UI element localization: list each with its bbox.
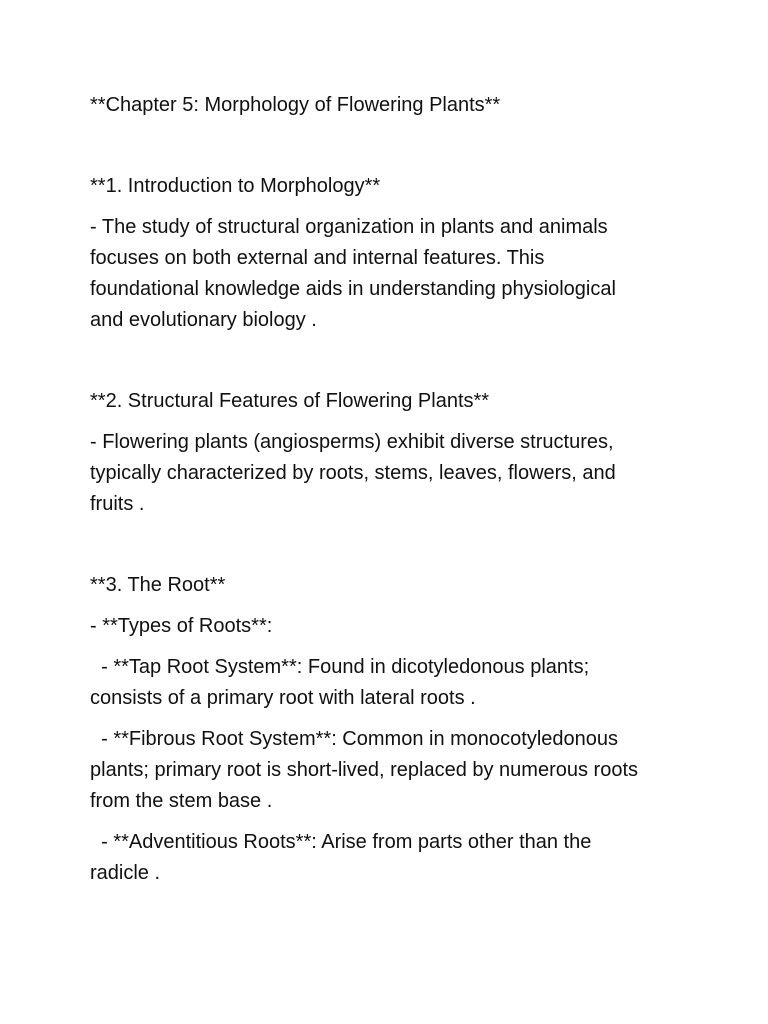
text-line: and evolutionary biology . — [90, 309, 317, 331]
list-item — [90, 827, 690, 889]
text-line: - **Adventitious Roots**: Arise from parts other than the — [90, 831, 592, 853]
chapter-title-text: **Chapter 5: Morphology of Flowering Plants** — [90, 94, 501, 116]
text-line: - **Fibrous Root System**: Common in monocotyledonous — [90, 728, 619, 750]
text-line: - The study of structural organization in plants and animals — [90, 216, 608, 238]
section-heading — [90, 386, 690, 417]
document-page — [90, 90, 690, 899]
spacer — [90, 346, 690, 386]
section-heading-text: **3. The Root** — [90, 574, 226, 596]
section-structural-features — [90, 386, 690, 520]
section-heading — [90, 171, 690, 202]
paragraph — [90, 212, 690, 336]
text-line: - **Types of Roots**: — [90, 615, 273, 637]
section-root — [90, 570, 690, 889]
text-line: - Flowering plants (angiosperms) exhibit diverse structures, — [90, 431, 614, 453]
section-heading-text: **1. Introduction to Morphology** — [90, 175, 381, 197]
chapter-title — [90, 90, 690, 121]
text-line: plants; primary root is short-lived, replaced by numerous roots — [90, 759, 639, 781]
text-line: focuses on both external and internal features. This — [90, 247, 545, 269]
text-line: typically characterized by roots, stems, leaves, flowers, and — [90, 462, 616, 484]
section-introduction — [90, 171, 690, 336]
text-line: from the stem base . — [90, 790, 273, 812]
text-line: radicle . — [90, 862, 161, 884]
section-heading — [90, 570, 690, 601]
list-item — [90, 611, 690, 642]
text-line: foundational knowledge aids in understanding physiological — [90, 278, 616, 300]
section-heading-text: **2. Structural Features of Flowering Plants** — [90, 390, 490, 412]
spacer — [90, 131, 690, 171]
list-item — [90, 652, 690, 714]
text-line: - **Tap Root System**: Found in dicotyledonous plants; — [90, 656, 590, 678]
paragraph — [90, 427, 690, 520]
text-line: consists of a primary root with lateral roots . — [90, 687, 476, 709]
text-line: fruits . — [90, 493, 145, 515]
list-item — [90, 724, 690, 817]
spacer — [90, 530, 690, 570]
